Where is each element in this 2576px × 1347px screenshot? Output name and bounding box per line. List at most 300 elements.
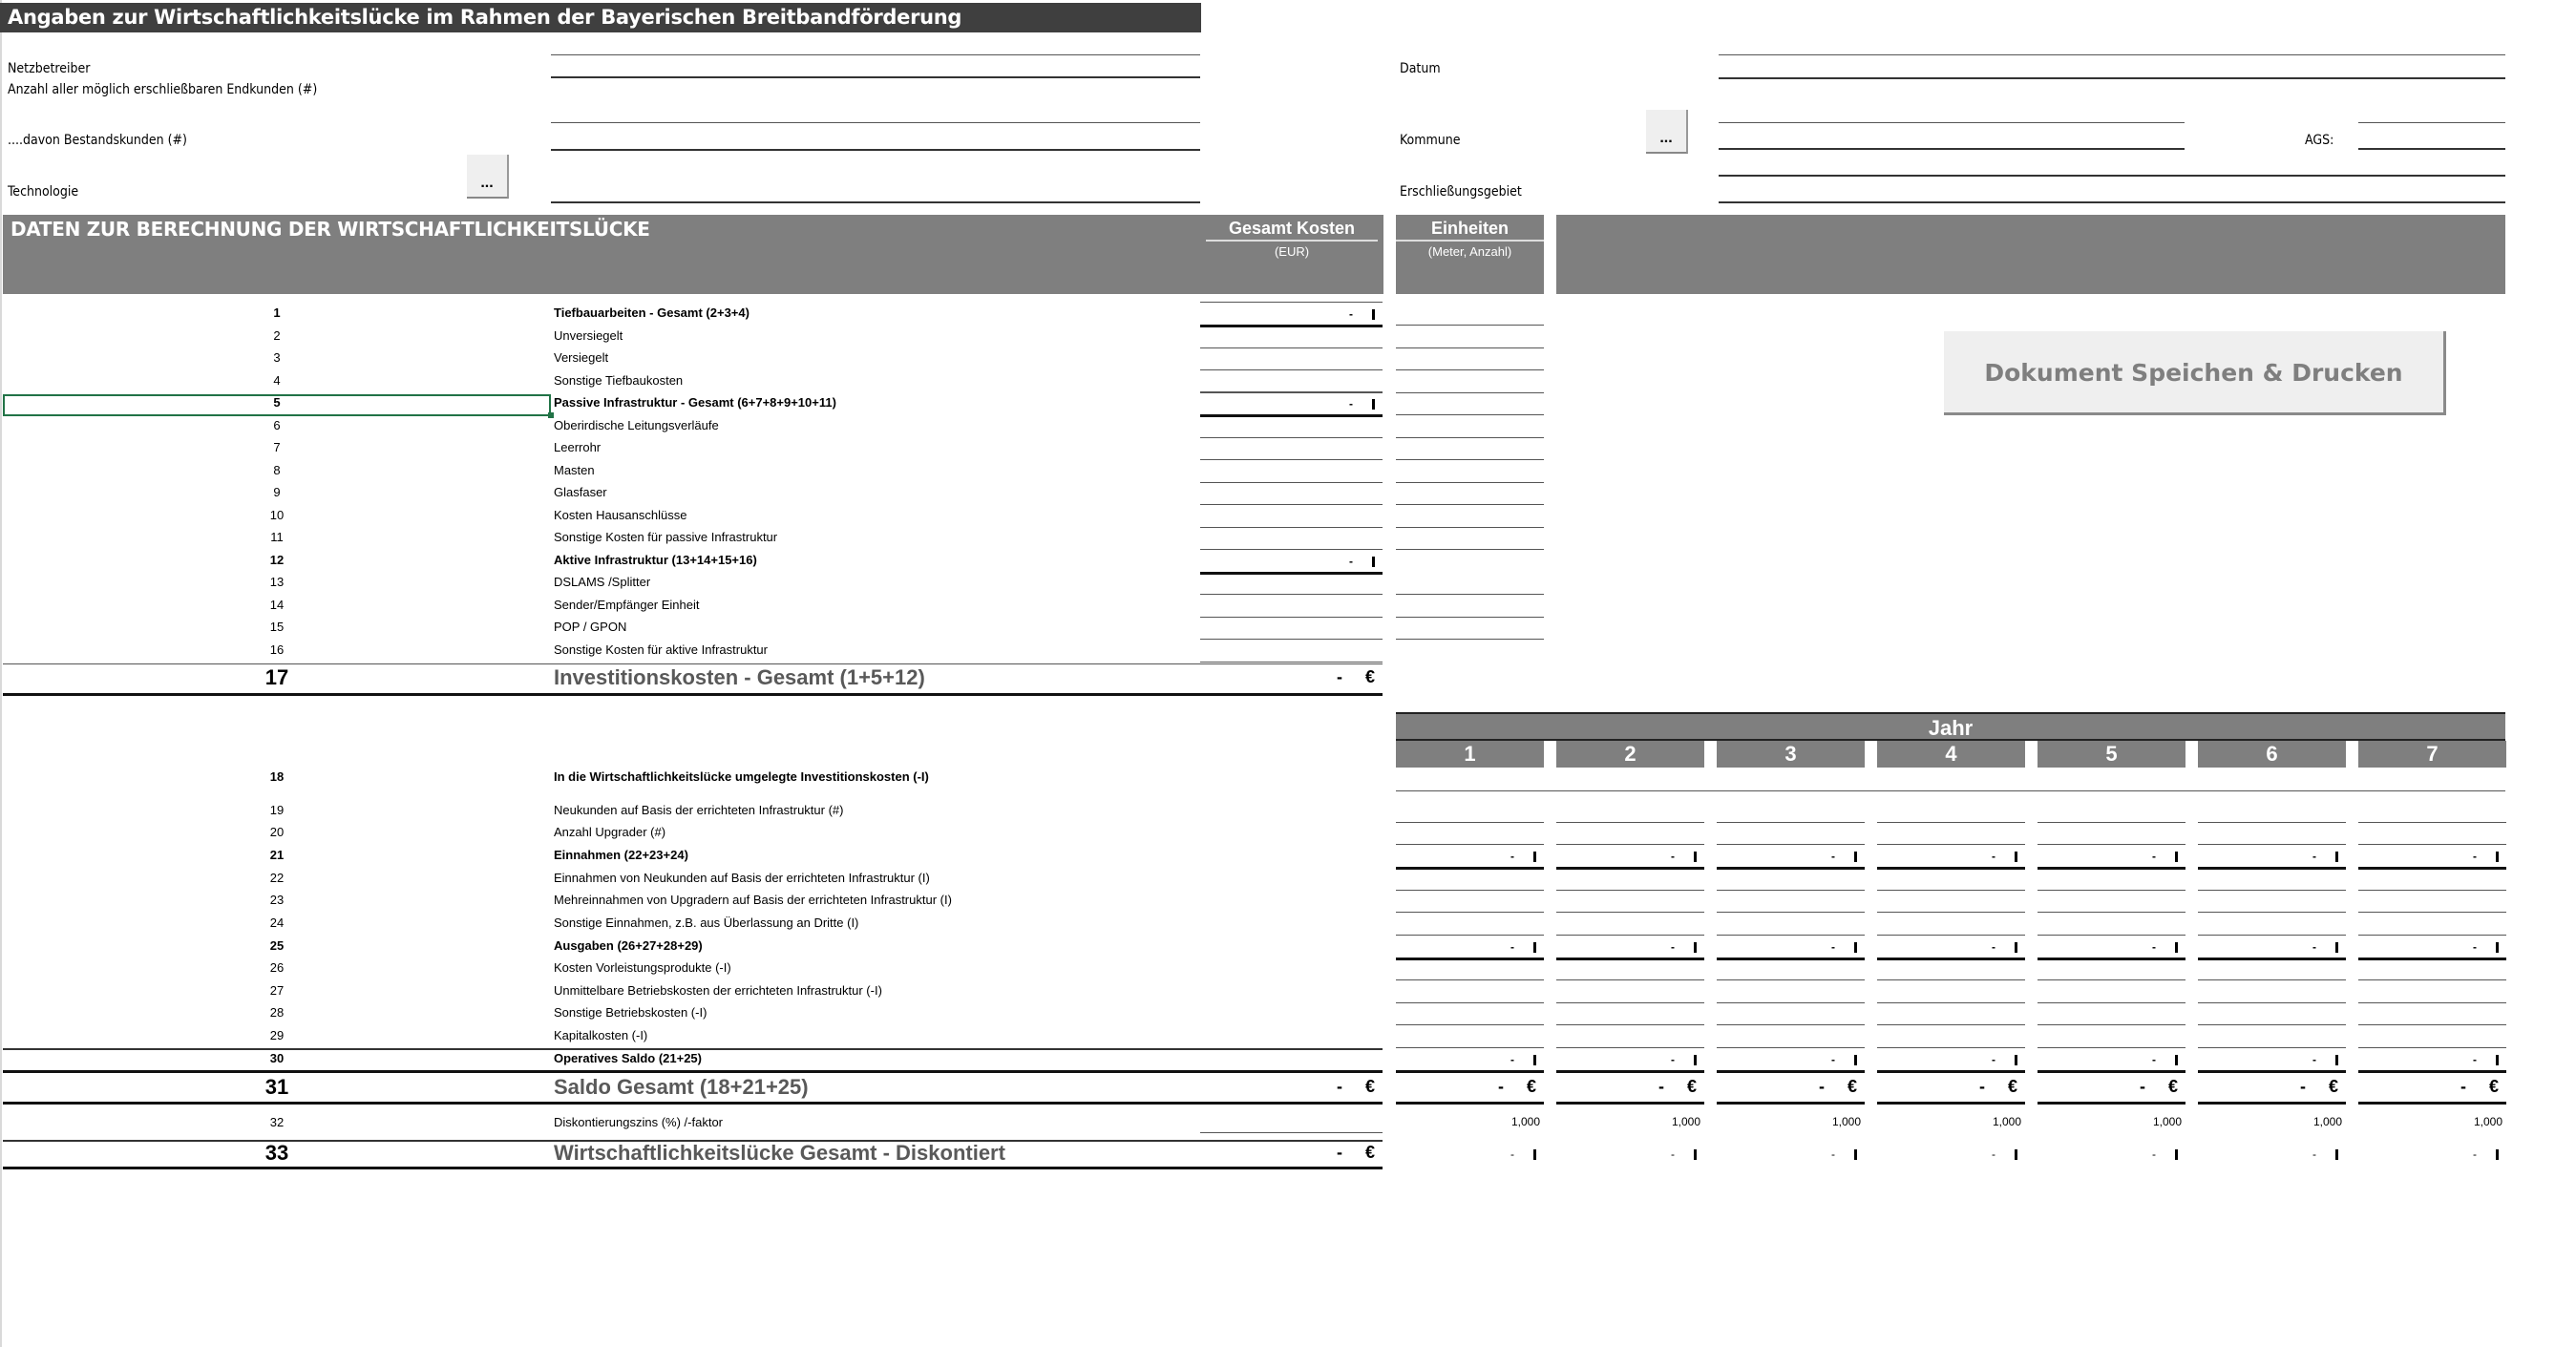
- year-cell-input[interactable]: [1396, 1070, 1544, 1073]
- value-marker: [1694, 1055, 1697, 1065]
- sheet-left-edge: [0, 0, 2, 1347]
- units-input[interactable]: [1396, 414, 1544, 415]
- col-header-einheiten-unit: (Meter, Anzahl): [1427, 244, 1512, 259]
- year-cell-input[interactable]: [1396, 912, 1544, 913]
- row-number: 22: [269, 871, 285, 885]
- value-marker: [1854, 942, 1857, 953]
- year-cell-input[interactable]: [1396, 890, 1544, 891]
- cost-input[interactable]: [1200, 594, 1383, 595]
- label-netzbetreiber: Netzbetreiber: [8, 61, 91, 76]
- value-dash: -: [1992, 850, 1995, 863]
- cost-input[interactable]: [1200, 437, 1383, 438]
- year-cell-input[interactable]: [1556, 912, 1704, 913]
- value-marker: [2335, 942, 2338, 953]
- year-cell-input[interactable]: [2038, 958, 2185, 960]
- year-cell-input[interactable]: [2358, 979, 2506, 980]
- row-label: Diskontierungszins (%) /-faktor: [554, 1115, 723, 1129]
- discount-factor: 1,000: [1671, 1115, 1700, 1128]
- year-cell-input[interactable]: [2358, 935, 2506, 936]
- value-dash: -: [1831, 1053, 1835, 1066]
- row-label: Masten: [554, 463, 595, 477]
- year-cell-input[interactable]: [2358, 822, 2506, 823]
- year-cell-input[interactable]: [2198, 1002, 2346, 1003]
- value-marker: [1533, 1149, 1536, 1160]
- year-cell-input[interactable]: [1396, 958, 1544, 960]
- year-cell-input[interactable]: [1877, 867, 2025, 870]
- year-cell-input[interactable]: [1396, 979, 1544, 980]
- row-number: 14: [269, 598, 285, 612]
- row-number: 2: [273, 328, 281, 343]
- jahr-header: Jahr: [1396, 712, 2505, 741]
- value-marker: [1694, 852, 1697, 862]
- value-dash: -: [1992, 940, 1995, 954]
- year-cell-input[interactable]: [2198, 935, 2346, 936]
- row-label: POP / GPON: [554, 620, 627, 634]
- bestandskunden-input[interactable]: [551, 149, 1200, 151]
- year-cell-input[interactable]: [1556, 935, 1704, 936]
- value-dash: -: [2152, 1053, 2156, 1066]
- year-cell-input[interactable]: [2038, 979, 2185, 980]
- year-total-31-value: [1556, 1077, 1697, 1097]
- value-dash: -: [2152, 850, 2156, 863]
- year-cell-input[interactable]: [1717, 1070, 1865, 1073]
- value-dash: -: [2473, 1147, 2477, 1161]
- currency-symbol: €: [1847, 1077, 1857, 1096]
- year-cell-input[interactable]: [2038, 1002, 2185, 1003]
- units-input[interactable]: [1396, 527, 1544, 528]
- year-cell-input[interactable]: [2198, 979, 2346, 980]
- row-label: Sonstige Tiefbaukosten: [554, 373, 684, 388]
- year-cell-input[interactable]: [2358, 1024, 2506, 1025]
- year-cell-input[interactable]: [1877, 935, 2025, 936]
- year-cell-input[interactable]: [1717, 1002, 1865, 1003]
- discount-factor: 1,000: [2473, 1115, 2502, 1128]
- col-header-gesamtkosten-label: Gesamt Kosten: [1206, 217, 1378, 242]
- cost-input[interactable]: [1200, 572, 1383, 575]
- year-cell-input[interactable]: [2198, 1047, 2346, 1048]
- year-cell-input[interactable]: [2198, 890, 2346, 891]
- year-cell-input[interactable]: [2358, 867, 2506, 870]
- row-label: Passive Infrastruktur - Gesamt (6+7+8+9+10+11): [554, 395, 836, 410]
- year-total-33-value: [2198, 1147, 2346, 1161]
- value-marker: [1533, 1055, 1536, 1065]
- year-cell-input[interactable]: [1877, 822, 2025, 823]
- total-31-value: [1241, 1077, 1375, 1097]
- year-cell-input[interactable]: [2038, 1024, 2185, 1025]
- cost-input[interactable]: [1200, 459, 1383, 460]
- value-dash: -: [2473, 940, 2477, 954]
- value-marker: [2015, 1055, 2017, 1065]
- year-total-31-value: [2198, 1077, 2338, 1097]
- technologie-input[interactable]: [551, 201, 1200, 203]
- value-dash: -: [1831, 940, 1835, 954]
- row-30-top-border: [3, 1048, 1383, 1050]
- year-cell-input[interactable]: [1717, 979, 1865, 980]
- currency-symbol: €: [1364, 667, 1375, 686]
- year-cell-value: [1396, 940, 1544, 954]
- year-total-33-value: [1556, 1147, 1704, 1161]
- units-input[interactable]: [1396, 437, 1544, 438]
- netzbetreiber-input[interactable]: [551, 76, 1200, 78]
- value-marker: [1694, 1149, 1697, 1160]
- year-cell-value: [1556, 850, 1704, 863]
- units-input[interactable]: [1396, 549, 1544, 550]
- value-dash: -: [1349, 307, 1353, 321]
- year-cell-input[interactable]: [2358, 958, 2506, 960]
- datum-input[interactable]: [1719, 77, 2505, 79]
- row-label: Sonstige Einnahmen, z.B. aus Überlassung an Dritte (I): [554, 916, 859, 930]
- year-cell-input[interactable]: [2198, 958, 2346, 960]
- row-number: 10: [269, 508, 285, 522]
- year-cell-input[interactable]: [2358, 912, 2506, 913]
- year-cell-input[interactable]: [1556, 1024, 1704, 1025]
- value-dash: -: [1658, 1077, 1664, 1096]
- value-marker: [2496, 1149, 2499, 1160]
- row-number: 13: [269, 575, 285, 589]
- row-number: 16: [269, 642, 285, 657]
- year-cell-value: [2358, 940, 2506, 954]
- cost-input[interactable]: [1200, 527, 1383, 528]
- year-cell-value: [2358, 850, 2506, 863]
- value-dash: -: [2152, 940, 2156, 954]
- row-label: In die Wirtschaftlichkeitslücke umgelegte Investitionskosten (-I): [554, 769, 929, 784]
- value-dash: -: [2299, 1077, 2306, 1096]
- value-marker: [1372, 557, 1375, 567]
- cost-input-top: [1200, 391, 1383, 392]
- year-cell-input[interactable]: [1396, 935, 1544, 936]
- year-cell-input[interactable]: [1877, 1024, 2025, 1025]
- year-cell-input[interactable]: [1396, 1024, 1544, 1025]
- value-dash: -: [1497, 1077, 1504, 1096]
- value-marker: [2175, 1055, 2178, 1065]
- page-title: Angaben zur Wirtschaftlichkeitslücke im Rahmen der Bayerischen Breitbandförderung: [0, 3, 1201, 32]
- year-cell-input[interactable]: [1877, 1070, 2025, 1073]
- kommune-input-top: [1719, 122, 2185, 123]
- value-dash: -: [1510, 1147, 1514, 1161]
- year-cell-input[interactable]: [1877, 912, 2025, 913]
- label-datum: Datum: [1400, 61, 1441, 76]
- year-cell-input[interactable]: [1556, 822, 1704, 823]
- label-kommune: Kommune: [1400, 133, 1461, 148]
- year-total-33-value: [1717, 1147, 1865, 1161]
- value-dash: -: [1510, 850, 1514, 863]
- erschliessungsgebiet-input-top: [1719, 175, 2505, 177]
- cost-input[interactable]: [1200, 392, 1383, 393]
- year-cell-input[interactable]: [1556, 890, 1704, 891]
- year-cell-input[interactable]: [2358, 844, 2506, 845]
- year-cell-input[interactable]: [1877, 958, 2025, 960]
- col-header-gesamtkosten: [1200, 215, 1383, 294]
- cost-input[interactable]: [1200, 482, 1383, 483]
- row-number: 26: [269, 960, 285, 975]
- cost-input[interactable]: [1200, 369, 1383, 370]
- year-total-33-value: [1396, 1147, 1544, 1161]
- row-label: Operatives Saldo (21+25): [554, 1051, 702, 1065]
- value-dash: -: [1671, 940, 1675, 954]
- row-number: 9: [273, 485, 281, 499]
- year-cell-value: [2198, 940, 2346, 954]
- currency-symbol: €: [1526, 1077, 1536, 1096]
- units-input[interactable]: [1396, 392, 1544, 393]
- value-dash: -: [1831, 1147, 1835, 1161]
- year-cell-input[interactable]: [2358, 1002, 2506, 1003]
- row-number: 18: [269, 769, 285, 784]
- row-number: 11: [270, 530, 284, 544]
- row-label: Saldo Gesamt (18+21+25): [554, 1075, 809, 1099]
- year-cell-input[interactable]: [2038, 935, 2185, 936]
- cost-input[interactable]: [1200, 504, 1383, 505]
- year-cell-input[interactable]: [2038, 844, 2185, 845]
- year-cell-input[interactable]: [1556, 1070, 1704, 1073]
- value-dash: -: [1671, 1053, 1675, 1066]
- year-cell-input[interactable]: [2038, 1070, 2185, 1073]
- year-row-18-input[interactable]: [1396, 790, 2505, 791]
- row-number: 29: [269, 1028, 285, 1042]
- row-number: 12: [269, 553, 285, 567]
- cost-input-top: [1200, 549, 1383, 550]
- kommune-input[interactable]: [1719, 148, 2185, 150]
- value-dash: -: [2460, 1077, 2466, 1096]
- value-marker: [1372, 309, 1375, 320]
- value-marker: [1372, 399, 1375, 410]
- year-cell-value: [1877, 1053, 2025, 1066]
- row-label: Einnahmen von Neukunden auf Basis der errichteten Infrastruktur (I): [554, 871, 930, 885]
- year-cell-input[interactable]: [1717, 912, 1865, 913]
- row-label: Mehreinnahmen von Upgradern auf Basis der errichteten Infrastruktur (I): [554, 893, 952, 907]
- value-dash: -: [1992, 1147, 1995, 1161]
- year-cell-input[interactable]: [2038, 1047, 2185, 1048]
- year-cell-value: [1877, 940, 2025, 954]
- value-marker: [1533, 942, 1536, 953]
- units-input[interactable]: [1396, 369, 1544, 370]
- year-total-31-border: [2038, 1102, 2185, 1105]
- year-cell-value: [2198, 1053, 2346, 1066]
- total-17-bottom-border: [3, 693, 1383, 696]
- value-marker: [2335, 1055, 2338, 1065]
- cost-input[interactable]: [1200, 639, 1383, 640]
- year-cell-value: [2038, 940, 2185, 954]
- value-dash: -: [1349, 555, 1353, 568]
- value-marker: [1533, 852, 1536, 862]
- row-label: Kosten Hausanschlüsse: [554, 508, 687, 522]
- diskontierungszins-input[interactable]: [1200, 1132, 1383, 1133]
- currency-symbol: €: [2167, 1077, 2178, 1096]
- row-number: 21: [269, 848, 285, 862]
- year-cell-input[interactable]: [1717, 890, 1865, 891]
- row-label: DSLAMS /Splitter: [554, 575, 651, 589]
- value-dash: -: [2312, 940, 2316, 954]
- label-technologie: Technologie: [8, 184, 79, 200]
- year-cell-input[interactable]: [1877, 890, 2025, 891]
- value-dash: -: [2312, 1053, 2316, 1066]
- row-number: 27: [269, 983, 285, 998]
- year-cell-input[interactable]: [1556, 844, 1704, 845]
- year-total-31-value: [1717, 1077, 1857, 1097]
- year-total-31-border: [1717, 1102, 1865, 1105]
- row-label: Wirtschaftlichkeitslücke Gesamt - Diskontiert: [554, 1141, 1005, 1165]
- value-dash: -: [1349, 397, 1353, 410]
- units-input[interactable]: [1396, 617, 1544, 618]
- year-total-31-value: [1396, 1077, 1536, 1097]
- year-total-31-value: [1877, 1077, 2017, 1097]
- row-label: Neukunden auf Basis der errichteten Infrastruktur (#): [554, 803, 844, 817]
- year-cell-value: [1717, 940, 1865, 954]
- year-cell-input[interactable]: [1556, 1047, 1704, 1048]
- discount-factor: 1,000: [2312, 1115, 2342, 1128]
- endkunden-input[interactable]: [551, 122, 1200, 123]
- value-marker: [2175, 1149, 2178, 1160]
- row-label: Sender/Empfänger Einheit: [554, 598, 700, 612]
- currency-symbol: €: [1686, 1077, 1697, 1096]
- value-dash: -: [1336, 667, 1342, 686]
- year-cell-input[interactable]: [1717, 1024, 1865, 1025]
- cost-input-top: [1200, 302, 1383, 303]
- cost-value: [1200, 307, 1383, 321]
- year-cell-input[interactable]: [1396, 867, 1544, 870]
- row-number: 31: [264, 1075, 289, 1099]
- year-cell-input[interactable]: [1396, 822, 1544, 823]
- value-marker: [2335, 1149, 2338, 1160]
- year-cell-input[interactable]: [2198, 1070, 2346, 1073]
- col-header-einheiten-label: Einheiten: [1396, 217, 1544, 242]
- row-number: 1: [273, 305, 281, 320]
- year-cell-input[interactable]: [1877, 1047, 2025, 1048]
- kommune-picker-button[interactable]: ...: [1646, 110, 1688, 154]
- cost-input[interactable]: [1200, 347, 1383, 348]
- year-cell-input[interactable]: [1717, 822, 1865, 823]
- row-number: 3: [273, 350, 281, 365]
- units-input[interactable]: [1396, 347, 1544, 348]
- year-cell-input[interactable]: [1717, 935, 1865, 936]
- year-cell-input[interactable]: [1877, 1002, 2025, 1003]
- units-input[interactable]: [1396, 325, 1544, 326]
- year-cell-input[interactable]: [1396, 1002, 1544, 1003]
- year-cell-input[interactable]: [2038, 890, 2185, 891]
- units-input[interactable]: [1396, 504, 1544, 505]
- year-cell-input[interactable]: [2358, 890, 2506, 891]
- year-cell-input[interactable]: [2198, 867, 2346, 870]
- year-cell-input[interactable]: [2198, 1024, 2346, 1025]
- right-header-panel: [1556, 215, 2505, 294]
- year-header-3: 3: [1717, 741, 1865, 768]
- ags-input[interactable]: [2358, 148, 2505, 150]
- row-number: 30: [269, 1051, 285, 1065]
- value-dash: -: [1336, 1143, 1342, 1162]
- discount-factor: 1,000: [1831, 1115, 1861, 1128]
- year-cell-value: [1556, 1053, 1704, 1066]
- year-cell-input[interactable]: [1396, 1047, 1544, 1048]
- row-number: 17: [264, 665, 289, 689]
- year-header-2: 2: [1556, 741, 1704, 768]
- discount-factor: 1,000: [1992, 1115, 2021, 1128]
- units-input[interactable]: [1396, 459, 1544, 460]
- year-cell-value: [1877, 850, 2025, 863]
- year-cell-value: [2358, 1053, 2506, 1066]
- year-header-6: 6: [2198, 741, 2346, 768]
- year-cell-input[interactable]: [2358, 1070, 2506, 1073]
- year-total-33-value: [1877, 1147, 2025, 1161]
- year-cell-input[interactable]: [2038, 867, 2185, 870]
- currency-symbol: €: [1364, 1143, 1375, 1162]
- year-cell-value: [1717, 850, 1865, 863]
- value-dash: -: [1510, 1053, 1514, 1066]
- year-total-33-value: [2358, 1147, 2506, 1161]
- row-number: 32: [269, 1115, 285, 1129]
- value-dash: -: [1818, 1077, 1825, 1096]
- value-marker: [2175, 852, 2178, 862]
- year-cell-input[interactable]: [1556, 1002, 1704, 1003]
- year-cell-input[interactable]: [1717, 867, 1865, 870]
- year-cell-input[interactable]: [1877, 844, 2025, 845]
- year-cell-value: [1396, 1053, 1544, 1066]
- year-cell-value: [2038, 1053, 2185, 1066]
- value-dash: -: [2473, 1053, 2477, 1066]
- row-30-bottom-border: [3, 1070, 1383, 1073]
- row-label: Aktive Infrastruktur (13+14+15+16): [554, 553, 757, 567]
- row-label: Sonstige Kosten für aktive Infrastruktur: [554, 642, 768, 657]
- cost-input[interactable]: [1200, 617, 1383, 618]
- cost-input[interactable]: [1200, 662, 1383, 663]
- year-cell-input[interactable]: [2198, 822, 2346, 823]
- value-marker: [2015, 852, 2017, 862]
- units-input[interactable]: [1396, 639, 1544, 640]
- currency-symbol: €: [2488, 1077, 2499, 1096]
- row-number: 8: [273, 463, 281, 477]
- row-label: Anzahl Upgrader (#): [554, 825, 666, 839]
- save-print-button[interactable]: Dokument Speichen & Drucken: [1944, 331, 2446, 415]
- cost-value: [1200, 397, 1383, 410]
- year-cell-input[interactable]: [1556, 979, 1704, 980]
- erschliessungsgebiet-input[interactable]: [1719, 201, 2505, 203]
- row-label: Oberirdische Leitungsverläufe: [554, 418, 719, 432]
- year-cell-input[interactable]: [2358, 1047, 2506, 1048]
- year-cell-value: [2038, 850, 2185, 863]
- year-cell-input[interactable]: [1877, 979, 2025, 980]
- technologie-picker-button[interactable]: ...: [467, 155, 509, 199]
- year-cell-input[interactable]: [1396, 844, 1544, 845]
- year-cell-input[interactable]: [1717, 844, 1865, 845]
- year-total-31-value: [2358, 1077, 2499, 1097]
- value-marker: [2335, 852, 2338, 862]
- row-number: 28: [269, 1005, 285, 1020]
- year-cell-input[interactable]: [2198, 912, 2346, 913]
- year-cell-input[interactable]: [2198, 844, 2346, 845]
- cost-input[interactable]: [1200, 325, 1383, 327]
- cost-input[interactable]: [1200, 414, 1383, 417]
- row-label: Sonstige Betriebskosten (-I): [554, 1005, 707, 1020]
- year-cell-input[interactable]: [1556, 867, 1704, 870]
- row-label: Unmittelbare Betriebskosten der errichteten Infrastruktur (-I): [554, 983, 882, 998]
- units-input[interactable]: [1396, 594, 1544, 595]
- year-cell-input[interactable]: [2038, 822, 2185, 823]
- units-input[interactable]: [1396, 482, 1544, 483]
- value-dash: -: [2473, 850, 2477, 863]
- section-title: DATEN ZUR BERECHNUNG DER WIRTSCHAFTLICHKEITSLÜCKE: [3, 215, 1200, 294]
- col-header-einheiten: [1396, 215, 1544, 294]
- row-label: Sonstige Kosten für passive Infrastruktur: [554, 530, 778, 544]
- year-cell-input[interactable]: [2038, 912, 2185, 913]
- row-number: 24: [269, 916, 285, 930]
- value-marker: [1854, 1055, 1857, 1065]
- row-label: Kapitalkosten (-I): [554, 1028, 648, 1042]
- year-cell-input[interactable]: [1717, 958, 1865, 960]
- value-marker: [2496, 852, 2499, 862]
- year-cell-input[interactable]: [1556, 958, 1704, 960]
- value-marker: [2496, 942, 2499, 953]
- year-cell-input[interactable]: [1717, 1047, 1865, 1048]
- row-number: 15: [269, 620, 285, 634]
- total-31-bottom-border: [3, 1102, 1383, 1105]
